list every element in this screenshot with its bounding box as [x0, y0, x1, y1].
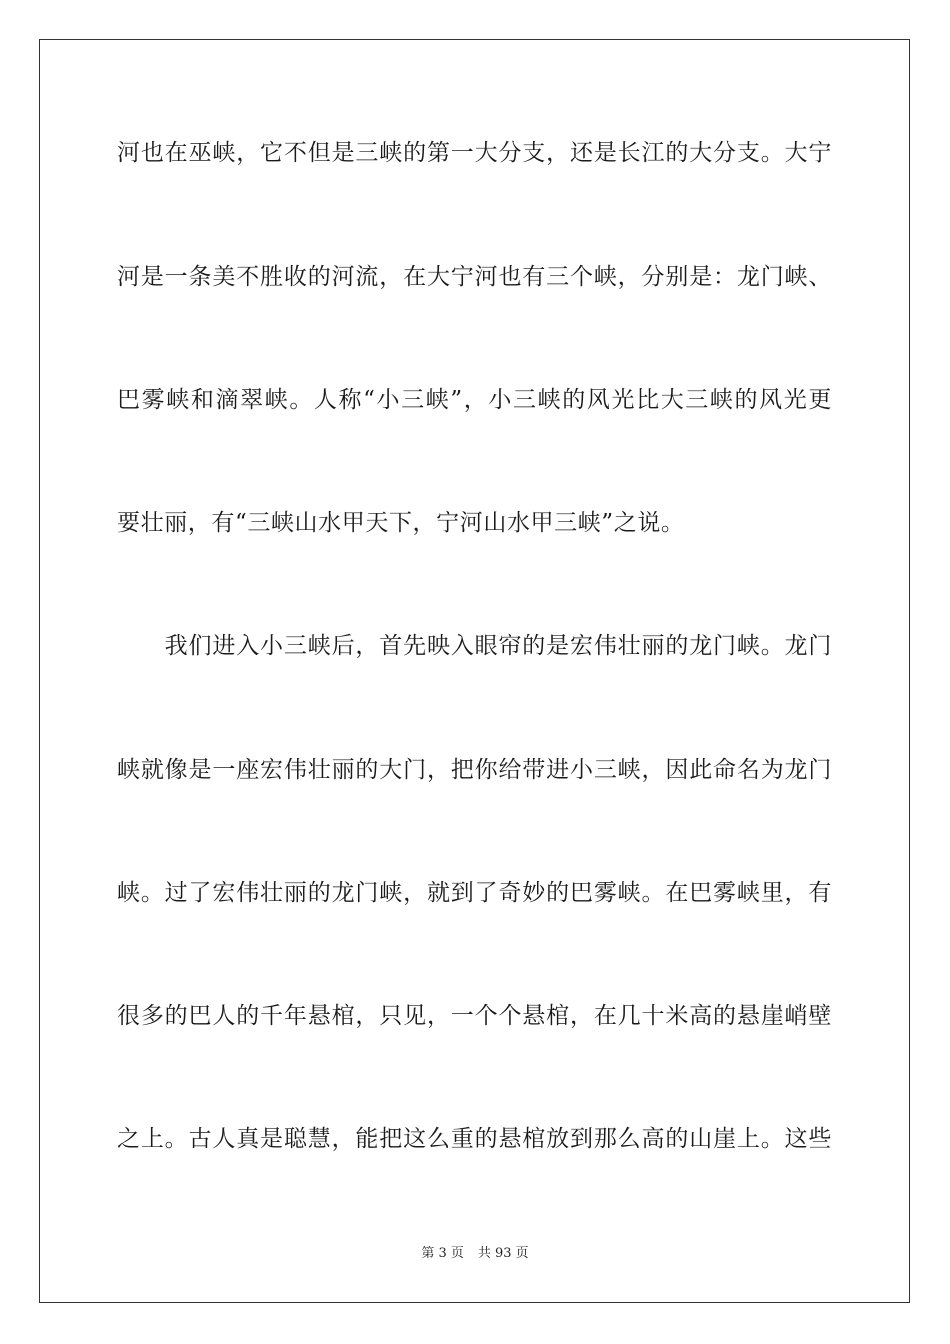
page-number: 第 3 页	[421, 1246, 464, 1261]
text-line: 巴雾峡和滴翠峡。人称“小三峡”，小三峡的风光比大三峡的风光更	[117, 387, 832, 413]
text-line: 很多的巴人的千年悬棺，只见，一个个悬棺，在几十米高的悬崖峭壁	[117, 1003, 832, 1029]
text-line: 要壮丽，有“三峡山水甲天下，宁河山水甲三峡”之说。	[117, 510, 685, 536]
text-line: 峡就像是一座宏伟壮丽的大门，把你给带进小三峡，因此命名为龙门	[117, 757, 832, 783]
text-line: 河是一条美不胜收的河流，在大宁河也有三个峡，分别是：龙门峡、	[117, 264, 832, 290]
page-footer	[0, 1245, 950, 1263]
total-pages: 共 93 页	[477, 1246, 529, 1261]
text-line: 河也在巫峡，它不但是三峡的第一大分支，还是长江的大分支。大宁	[117, 140, 832, 166]
text-line: 峡。过了宏伟壮丽的龙门峡，就到了奇妙的巴雾峡。在巴雾峡里，有	[117, 880, 832, 906]
text-line: 我们进入小三峡后，首先映入眼帘的是宏伟壮丽的龙门峡。龙门	[117, 633, 832, 659]
text-line: 之上。古人真是聪慧，能把这么重的悬棺放到那么高的山崖上。这些	[117, 1126, 832, 1152]
page-frame	[39, 39, 910, 1303]
